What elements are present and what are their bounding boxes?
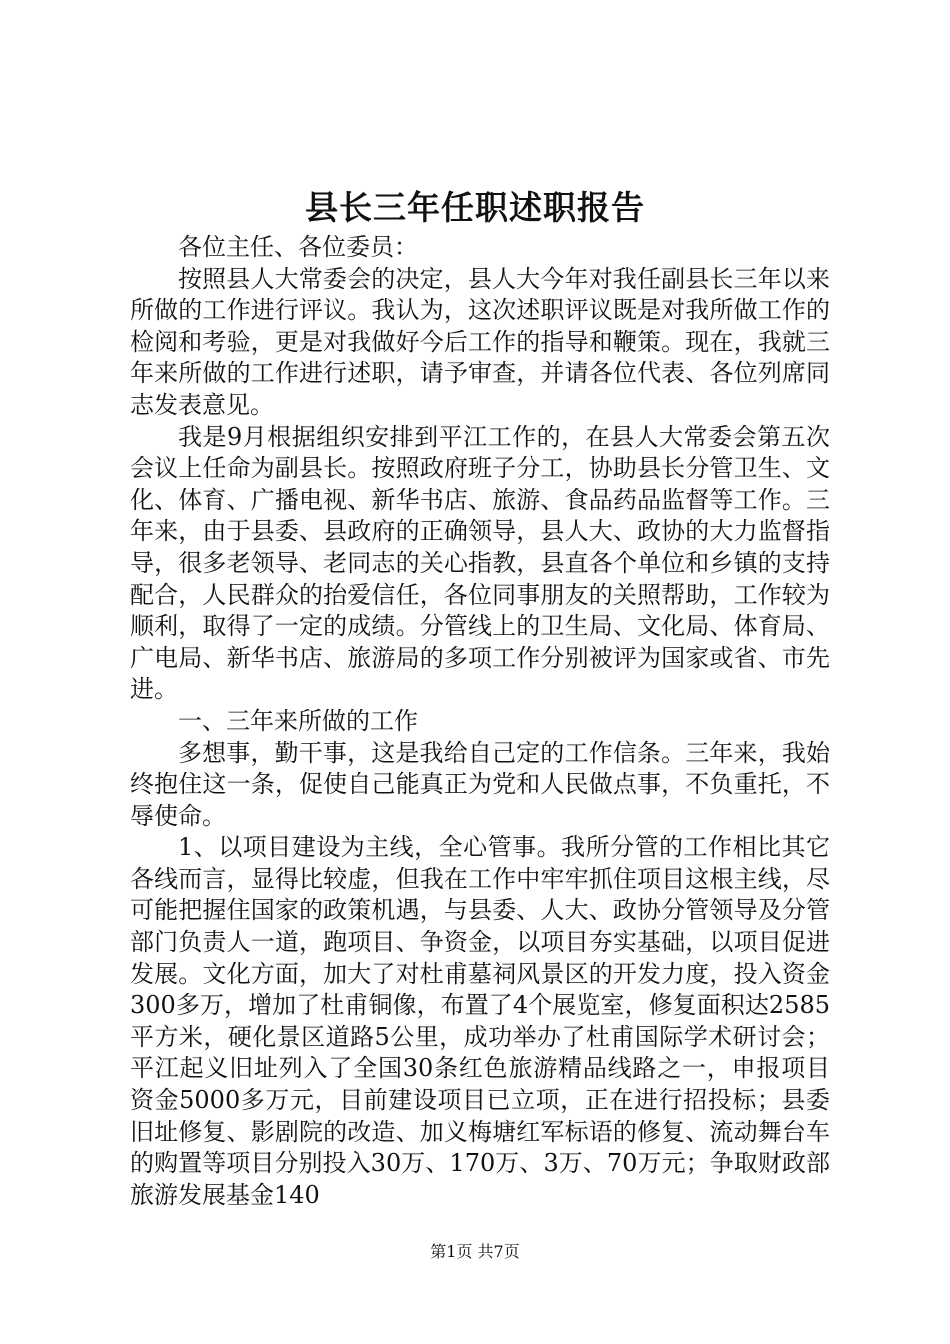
section-heading: 一、三年来所做的工作 — [178, 706, 418, 735]
page-number-footer: 第1页 共7页 — [430, 1242, 520, 1261]
salutation: 各位主任、各位委员： — [178, 233, 418, 261]
paragraph-background: 我是9月根据组织安排到平江工作的，在县人大常委会第五次会议上任命为副县长。按照政府班子分工，协助县长分管卫生、文化、体育、广播电视、新华书店、旅游、食品药品监督等工作。三年来，由于县委、县政府的正确领导，县人大、政协的大力监督指导，很多老领导、老同志的关心指教，县直各个单位和乡镇的支持配合，人民群众的抬爱信任，各位同事朋友的关照帮助，工作较为顺利，取得了一定的成绩。分管线上的卫生局、文化局、体育局、广电局、新华书店、旅游局的多项工作分别被评为国家或省、市先进。 — [130, 422, 830, 704]
paragraph-projects: 1、以项目建设为主线，全心管事。我所分管的工作相比其它各线而言，显得比较虚，但我在工作中牢牢抓住项目这根主线，尽可能把握住国家的政策机遇，与县委、人大、政协分管领导及分管部门负责人一道，跑项目、争资金，以项目夯实基础，以项目促进发展。文化方面，加大了对杜甫墓祠风景区的开发力度，投入资金300多万，增加了杜甫铜像，布置了4个展览室，修复面积达2585平方米，硬化景区道路5公里，成功举办了杜甫国际学术研讨会；平江起义旧址列入了全国30条红色旅游精品线路之一，申报项目资金5000多万元，目前建设项目已立项，正在进行招投标；县委旧址修复、影剧院的改造、加义梅塘红军标语的修复、流动舞台车的购置等项目分别投入30万、170万、3万、70万元；争取财政部旅游发展基金140 — [130, 833, 830, 1209]
paragraph-intro: 按照县人大常委会的决定，县人大今年对我任副县长三年以来所做的工作进行评议。我认为，这次述职评议既是对我所做工作的检阅和考验，更是对我做好今后工作的指导和鞭策。现在，我就三年来所做的工作进行述职，请予审查，并请各位代表、各位列席同志发表意见。 — [130, 264, 830, 419]
paragraph-motto: 多想事，勤干事，这是我给自己定的工作信条。三年来，我始终抱住这一条，促使自己能真正为党和人民做点事，不负重托，不辱使命。 — [130, 738, 830, 830]
document-title: 县长三年任职述职报告 — [305, 188, 645, 227]
document-body — [130, 232, 830, 1211]
